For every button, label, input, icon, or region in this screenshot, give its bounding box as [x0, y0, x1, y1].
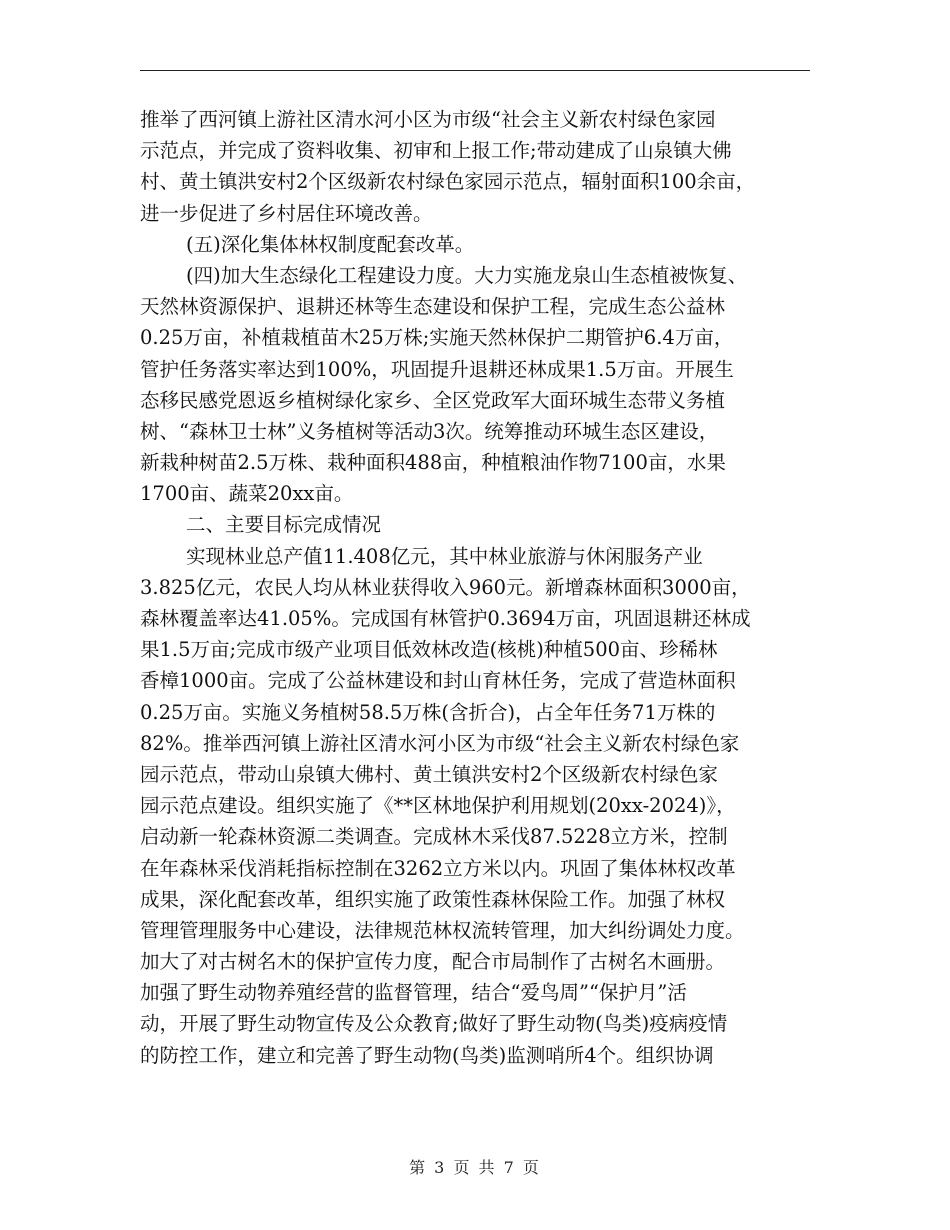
paragraph-4-first-line: (四)加大生态绿化工程建设力度。大力实施龙泉山生态植被恢复、 [186, 263, 748, 287]
section-heading-2: 二、主要目标完成情况 [186, 513, 382, 537]
text-line-21: 82%。推举西河镇上游社区清水河小区为市级“社会主义新农村绿色家 [140, 731, 740, 755]
text-line-11: 树、“森林卫士林”义务植树等活动3次。统筹推动环城生态区建设， [140, 419, 719, 443]
text-line-20: 0.25万亩。实施义务植树58.5万株(含折合)，占全年任务71万株的 [140, 700, 716, 724]
text-line-3: 村、黄土镇洪安村2个区级新农村绿色家园示范点，辐射面积100余亩， [140, 170, 756, 194]
text-line-24: 启动新一轮森林资源二类调查。完成林木采伐87.5228立方米，控制 [140, 825, 728, 849]
text-line-13: 1700亩、蔬菜20xx亩。 [140, 482, 354, 506]
text-line-23: 园示范点建设。组织实施了《**区林地保护利用规划(20xx-2024)》， [140, 794, 736, 818]
text-line-2: 示范点，并完成了资料收集、初审和上报工作;带动建成了山泉镇大佛 [140, 139, 732, 163]
header-rule [140, 70, 810, 71]
text-line-9: 管护任务落实率达到100%，巩固提升退耕还林成果1.5万亩。开展生 [140, 357, 734, 381]
text-line-22: 园示范点，带动山泉镇大佛村、黄土镇洪安村2个区级新农村绿色家 [140, 762, 718, 786]
text-line-8: 0.25万亩，补植栽植苗木25万株;实施天然林保护二期管护6.4万亩， [140, 326, 734, 350]
text-line-19: 香樟1000亩。完成了公益林建设和封山育林任务，完成了营造林面积 [140, 669, 736, 693]
text-line-30: 动，开展了野生动物宣传及公众教育;做好了野生动物(鸟类)疫病疫情 [140, 1012, 728, 1036]
text-line-25: 在年森林采伐消耗指标控制在3262立方米以内。巩固了集体林权改革 [140, 856, 736, 880]
text-line-7: 天然林资源保护、退耕还林等生态建设和保护工程，完成生态公益林 [140, 295, 726, 319]
text-line-28: 加大了对古树名木的保护宣传力度，配合市局制作了古树名木画册。 [140, 950, 726, 974]
paragraph-targets-first-line: 实现林业总产值11.408亿元，其中林业旅游与休闲服务产业 [186, 544, 703, 568]
text-line-10: 态移民感党恩返乡植树绿化家乡、全区党政军大面环城生态带义务植 [140, 388, 726, 412]
section-heading-5: (五)深化集体林权制度配套改革。 [186, 232, 475, 256]
text-line-1: 推举了西河镇上游社区清水河小区为市级“社会主义新农村绿色家园 [140, 108, 716, 131]
document-body [140, 104, 810, 1071]
text-line-26: 成果，深化配套改革，组织实施了政策性森林保险工作。加强了林权 [140, 887, 726, 911]
text-line-27: 管理管理服务中心建设，法律规范林权流转管理，加大纠纷调处力度。 [140, 918, 745, 942]
text-line-18: 果1.5万亩;完成市级产业项目低效林改造(核桃)种植500亩、珍稀林 [140, 638, 718, 662]
text-line-31: 的防控工作，建立和完善了野生动物(鸟类)监测哨所4个。组织协调 [140, 1043, 714, 1067]
page-number-footer: 第 3 页 共 7 页 [409, 1158, 541, 1177]
text-line-16: 3.825亿元，农民人均从林业获得收入960元。新增森林面积3000亩， [140, 575, 751, 599]
text-line-17: 森林覆盖率达41.05%。完成国有林管护0.3694万亩，巩固退耕还林成 [140, 607, 751, 630]
text-line-4: 进一步促进了乡村居住环境改善。 [140, 201, 433, 225]
text-line-12: 新栽种树苗2.5万株、栽种面积488亩，种植粮油作物7100亩，水果 [140, 451, 726, 475]
text-line-29: 加强了野生动物养殖经营的监督管理，结合“爱鸟周”“保护月”活 [140, 981, 687, 1005]
